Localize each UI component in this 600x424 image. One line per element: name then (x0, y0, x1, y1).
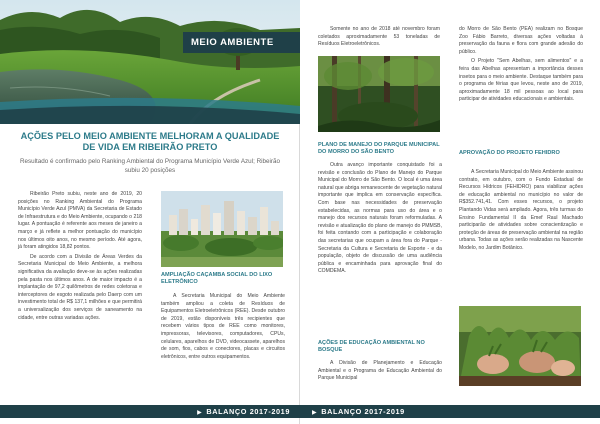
page-subtitle: Resultado é confirmado pelo Ranking Ambiental do Programa Município Verde Azul; Ribeirão subiu 20 posições (19, 158, 281, 174)
ewaste-continuation (318, 26, 440, 51)
section-heading: APROVAÇÃO DO PROJETO FEHIDRO (459, 150, 560, 156)
triangle-icon: ▶ (312, 410, 318, 416)
paragraph: A Divisão de Planejamento e Educação Ambiental e o Programa de Educação Ambiental do Parque Municipal (318, 360, 442, 382)
footer-label: BALANÇO 2017-2019 (206, 407, 290, 416)
park-plan-column (318, 162, 442, 278)
paragraph: do Morro de São Bento (PEA) realizam no Bosque Zoo Fábio Barreto, diversas ações voltadas à preservação da fauna e flora com grande adesão do público. (459, 26, 583, 55)
paragraph: Ribeirão Preto subiu, neste ano de 2019, 20 posições no Ranking Ambiental do Programa Município Verde Azul (PMVA) da Secretaria de Estado de Infraestrutura e do Meio Ambiente, ocupando o 218 lugar. A pontuação é referente aos meses de janeiro a março e já reflete a melhor pontuação do município nos últimos oito anos, no mesmo período. Até agora, já foram atingidos 18,82 pontos. (18, 191, 142, 251)
paragraph: De acordo com a Divisão de Áreas Verdes da Secretaria Municipal do Meio Ambiente, a melhora significativa da avaliação deve-se às ações realizadas pela pasta nos últimos anos. A de maior impacto é a implantação de 97,2 quilômetros de redes coletoras e interceptores de esgoto realizada pelo Daerp com um investimento total de R$ 137,1 milhões e que permitirá a universalização dos serviços de saneamento na cidade, entre outras variadas ações. (18, 253, 142, 321)
footer-label: BALANÇO 2017-2019 (321, 407, 405, 416)
education-column (318, 360, 442, 385)
section-banner: MEIO AMBIENTE (183, 32, 300, 53)
intro-column (18, 191, 142, 324)
city-skyline-photo (161, 191, 283, 267)
triangle-icon: ▶ (197, 410, 203, 416)
planting-hands-photo (459, 306, 581, 386)
fehidro-column (459, 169, 583, 255)
ewaste-column (161, 293, 285, 363)
paragraph: Somente no ano de 2018 até novembro foram coletados aproximadamente 53 toneladas de Resíduos Eletroeletrônicos. (318, 26, 440, 48)
footer-bar (300, 405, 600, 418)
section-heading: AMPLIAÇÃO CAÇAMBA SOCIAL DO LIXO ELETRÔNICO (161, 272, 273, 285)
bosque-column (459, 26, 583, 106)
forest-photo (318, 56, 440, 132)
paragraph: Outra avanço importante conquistado foi a revisão e conclusão do Plano de Manejo do Parque Municipal do Morro de São Bento. O local é uma área natural que abriga remanescente de vegetação natural importante que implica em conservação específica. Com base nas necessidades de preservação estabelecidas, as normas para uso do área e o manejo dos recursos naturais foram reformuladas. A revisão e atualização do plano de manejo do PMMSB, foi feita contando com a participação e colaboração das secretarias que ocupam a área fora do Parque - Secretaria da Cultura e Secretaria de Esporte - e da população, objeto de discussão de uma audiência pública e encaminhada para aprovação final do COMDEMA. (318, 162, 442, 275)
page-title: AÇÕES PELO MEIO AMBIENTE MELHORAM A QUALIDADE DE VIDA EM RIBEIRÃO PRETO (20, 131, 280, 152)
paragraph: A Secretaria Municipal do Meio Ambiente assinou contrato, em outubro, com o Fundo Estadual de Recursos Hídricos (FEHIDRO) para viabilizar ações de educação ambiental no município no valor de R$352.741,41. Com esses recursos, o projeto Plantando Vidas será ampliado. Agora, três turmas do Ensino Fundamental II da Emef Raul Machado participarão de atividades sobre conscientização e proteção de áreas de preservação ambiental na região urbana. Todas as ações serão realizadas na Nascente Modelo, no Jardim Botânico. (459, 169, 583, 251)
section-heading: AÇÕES DE EDUCAÇÃO AMBIENTAL NO BOSQUE (318, 340, 425, 353)
park-lake-photo (0, 0, 300, 124)
section-heading: PLANO DE MANEJO DO PARQUE MUNICIPAL DO MORRO DO SÃO BENTO (318, 142, 440, 155)
paragraph: A Secretaria Municipal do Meio Ambiente também ampliou a coleta de Resíduos de Equipamentos Eletroeletrônicos (REE). Desde outubro de 2019, estão disponíveis três recipientes que recebem vários tipos de REE como monitores, impressoras, televisores, computadores, CPUs, celulares, aparelhos de DVD, videocassete, aparelhos de som, fios, cabos e conectores, placas e circuitos eletrônicos, entre outros equipamentos. (161, 293, 285, 360)
paragraph: O Projeto "Sem Abelhas, sem alimentos" e a feira das Abelhas apresentam a importância desses insetos para o meio ambiente. Destaque também para o programa de férias que levou, neste ano de 2019, aproximadamente 18 mil pessoas ao local para participar de atividades educacionais e ambientais. (459, 58, 583, 103)
footer-bar (0, 405, 300, 418)
